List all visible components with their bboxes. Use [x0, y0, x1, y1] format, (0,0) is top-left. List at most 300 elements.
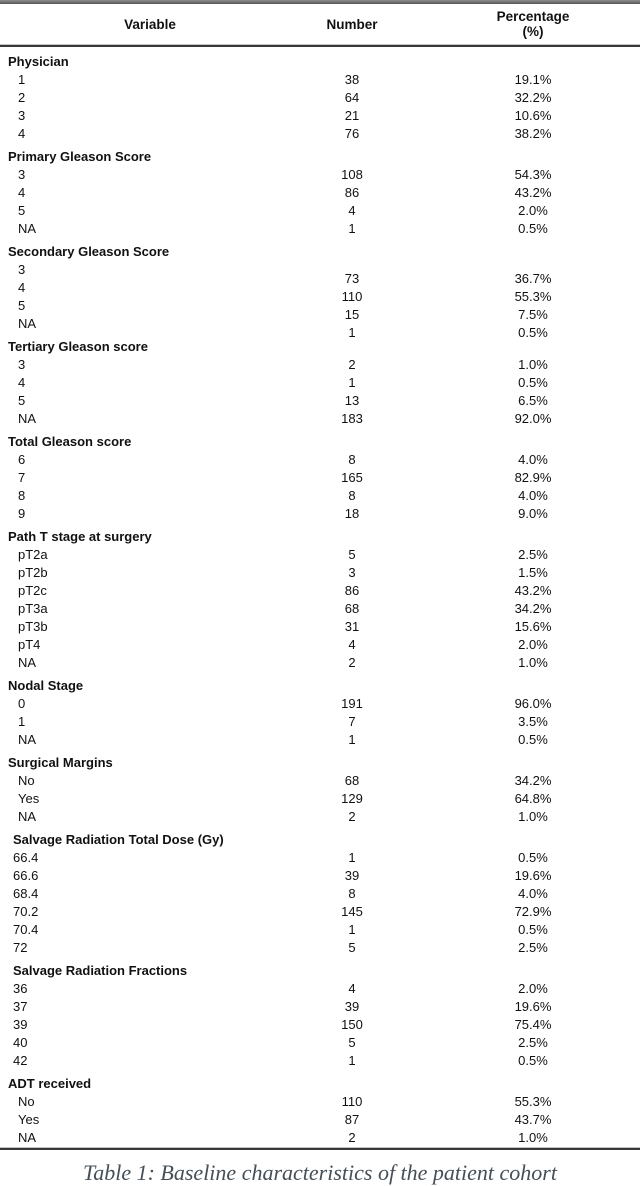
row-spacer	[404, 392, 433, 410]
row-label: 0	[18, 696, 26, 711]
row-spacer	[404, 921, 433, 939]
row-spacer	[404, 89, 433, 107]
row-percent: 55.3%	[514, 289, 552, 304]
row-spacer	[404, 148, 433, 166]
row-percent: 2.5%	[518, 547, 548, 562]
section-title: Salvage Radiation Fractions	[13, 963, 188, 978]
row-label: 40	[13, 1035, 28, 1050]
row-spacer	[404, 202, 433, 220]
row-label: 3	[18, 262, 26, 277]
row-spacer	[404, 677, 433, 695]
column-header-variable: Variable	[124, 16, 176, 32]
row-spacer	[404, 939, 433, 957]
row-spacer	[404, 831, 433, 849]
table-row	[0, 71, 640, 89]
row-label: 8	[18, 488, 26, 503]
row-label: pT2c	[18, 583, 47, 598]
row-label: No	[18, 773, 35, 788]
table-section	[0, 338, 640, 428]
row-percent	[433, 252, 633, 270]
row-number: 4	[348, 637, 356, 652]
table-row	[0, 469, 640, 487]
row-spacer	[404, 261, 433, 279]
row-percent: 0.5%	[518, 221, 548, 236]
row-spacer	[404, 808, 433, 826]
table-row	[0, 184, 640, 202]
row-spacer	[404, 220, 433, 238]
row-spacer	[404, 1129, 433, 1147]
row-percent	[433, 677, 633, 695]
section-header-row	[0, 962, 640, 980]
row-spacer	[404, 998, 433, 1016]
table-row	[0, 202, 640, 220]
row-percent: 75.4%	[514, 1017, 552, 1032]
row-percent: 1.0%	[518, 809, 548, 824]
row-number: 86	[344, 185, 360, 200]
row-label: 70.2	[13, 904, 39, 919]
row-number	[300, 754, 404, 772]
table-section	[0, 243, 640, 340]
row-spacer	[404, 184, 433, 202]
row-percent: 10.6%	[514, 108, 552, 123]
row-percent: 2.0%	[518, 203, 548, 218]
table-row	[0, 1093, 640, 1111]
row-label: 6	[18, 452, 26, 467]
row-percent	[433, 1075, 633, 1093]
table-row	[0, 582, 640, 600]
section-header-row	[0, 148, 640, 166]
row-label: pT2a	[18, 547, 48, 562]
row-spacer	[404, 107, 433, 125]
row-number: 21	[344, 108, 360, 123]
table-row	[0, 903, 640, 921]
row-label: 2	[18, 90, 26, 105]
row-spacer	[404, 451, 433, 469]
table-row	[0, 921, 640, 939]
row-spacer	[404, 1093, 433, 1111]
row-spacer	[404, 546, 433, 564]
table-row	[0, 546, 640, 564]
row-number	[300, 433, 404, 451]
row-label: 4	[18, 185, 26, 200]
row-number: 1	[348, 732, 356, 747]
section-header-row	[0, 433, 640, 451]
row-label: NA	[18, 411, 37, 426]
row-number: 1	[348, 850, 356, 865]
row-percent: 43.2%	[514, 185, 552, 200]
row-number: 1	[348, 221, 356, 236]
row-label: 4	[18, 375, 26, 390]
row-number: 5	[348, 547, 356, 562]
row-spacer	[404, 315, 433, 333]
table-row	[0, 867, 640, 885]
row-percent: 0.5%	[518, 375, 548, 390]
row-percent: 0.5%	[518, 1053, 548, 1068]
row-spacer	[404, 980, 433, 998]
row-number: 110	[341, 1094, 363, 1109]
row-percent: 15.6%	[514, 619, 552, 634]
row-label: 68.4	[13, 886, 39, 901]
row-label: 5	[18, 203, 26, 218]
column-header-percentage	[433, 9, 633, 39]
table-row	[0, 166, 640, 184]
table-row	[0, 451, 640, 469]
column-header-number: Number	[326, 16, 378, 32]
table-row	[0, 998, 640, 1016]
row-number: 108	[341, 167, 363, 182]
row-number: 2	[348, 1130, 356, 1145]
table-row	[0, 808, 640, 826]
row-number: 76	[344, 126, 360, 141]
row-spacer	[404, 166, 433, 184]
row-percent: 2.0%	[518, 981, 548, 996]
row-percent	[433, 433, 633, 451]
row-number: 15	[344, 307, 360, 322]
table-row	[0, 1129, 640, 1147]
row-label: NA	[18, 1130, 37, 1145]
row-spacer	[404, 772, 433, 790]
section-header-row	[0, 1075, 640, 1093]
table-row	[0, 731, 640, 749]
table-row	[0, 487, 640, 505]
section-header-row	[0, 53, 640, 71]
table-row	[0, 654, 640, 672]
table-row	[0, 939, 640, 957]
row-percent: 1.0%	[518, 1130, 548, 1145]
table-section	[0, 528, 640, 672]
row-label: 5	[18, 298, 26, 313]
row-number: 129	[341, 791, 363, 806]
row-percent: 4.0%	[518, 886, 548, 901]
row-percent: 1.0%	[518, 357, 548, 372]
row-label: NA	[18, 316, 37, 331]
row-number: 3	[348, 565, 356, 580]
row-percent: 72.9%	[514, 904, 552, 919]
table-row	[0, 885, 640, 903]
row-number: 39	[344, 868, 360, 883]
row-number	[300, 962, 404, 980]
row-label: 42	[13, 1053, 28, 1068]
row-label: 5	[18, 393, 26, 408]
section-title: Surgical Margins	[8, 755, 113, 770]
table-section	[0, 53, 640, 143]
row-label: 3	[18, 167, 26, 182]
row-number: 2	[348, 357, 356, 372]
row-number: 68	[344, 601, 360, 616]
row-label: NA	[18, 732, 37, 747]
row-number: 8	[348, 452, 356, 467]
row-percent: 9.0%	[518, 506, 548, 521]
row-label: 3	[18, 108, 26, 123]
column-header-percentage-line2: (%)	[522, 24, 544, 39]
row-spacer	[404, 410, 433, 428]
row-spacer	[404, 849, 433, 867]
table-row	[0, 600, 640, 618]
row-label: NA	[18, 221, 37, 236]
section-title: Total Gleason score	[8, 434, 132, 449]
row-spacer	[404, 695, 433, 713]
row-percent: 2.5%	[518, 1035, 548, 1050]
row-spacer	[404, 1111, 433, 1129]
row-percent: 55.3%	[514, 1094, 552, 1109]
row-number: 1	[348, 325, 356, 340]
row-percent	[433, 962, 633, 980]
table-row	[0, 220, 640, 238]
section-header-row	[0, 243, 640, 261]
row-percent: 36.7%	[514, 271, 552, 286]
row-number: 73	[344, 271, 360, 286]
row-percent: 0.5%	[518, 922, 548, 937]
row-number: 165	[341, 470, 363, 485]
table-row	[0, 392, 640, 410]
section-title: Physician	[8, 54, 69, 69]
section-title: Secondary Gleason Score	[8, 244, 170, 259]
row-number: 1	[348, 375, 356, 390]
row-number: 1	[348, 922, 356, 937]
row-spacer	[404, 487, 433, 505]
row-spacer	[404, 279, 433, 297]
row-percent: 1.5%	[518, 565, 548, 580]
row-number	[300, 528, 404, 546]
row-spacer	[404, 297, 433, 315]
row-spacer	[404, 469, 433, 487]
row-label: 1	[18, 714, 26, 729]
table-row	[0, 636, 640, 654]
row-label: 39	[13, 1017, 28, 1032]
row-number: 110	[341, 289, 363, 304]
table-body	[0, 47, 640, 1147]
row-spacer	[404, 731, 433, 749]
table-section	[0, 831, 640, 957]
row-label: 37	[13, 999, 28, 1014]
row-number: 191	[341, 696, 363, 711]
row-label: pT4	[18, 637, 41, 652]
row-number: 183	[341, 411, 363, 426]
table-row	[0, 618, 640, 636]
row-spacer	[404, 53, 433, 71]
row-spacer	[404, 564, 433, 582]
row-number: 39	[344, 999, 360, 1014]
row-percent: 2.5%	[518, 940, 548, 955]
row-percent: 0.5%	[518, 732, 548, 747]
row-percent: 34.2%	[514, 601, 552, 616]
row-percent: 6.5%	[518, 393, 548, 408]
row-spacer	[404, 1034, 433, 1052]
row-spacer	[404, 1016, 433, 1034]
table-row	[0, 374, 640, 392]
section-title: Salvage Radiation Total Dose (Gy)	[13, 832, 224, 847]
table-row	[0, 980, 640, 998]
row-percent: 0.5%	[518, 850, 548, 865]
row-number	[300, 677, 404, 695]
row-percent: 7.5%	[518, 307, 548, 322]
row-percent: 19.6%	[514, 999, 552, 1014]
row-number: 18	[344, 506, 360, 521]
row-label: 66.4	[13, 850, 39, 865]
row-label: pT3a	[18, 601, 48, 616]
row-percent: 64.8%	[514, 791, 552, 806]
table-row	[0, 1052, 640, 1070]
row-percent: 92.0%	[514, 411, 552, 426]
row-number: 7	[348, 714, 356, 729]
row-number: 4	[348, 981, 356, 996]
row-number: 68	[344, 773, 360, 788]
row-percent: 96.0%	[514, 696, 552, 711]
row-spacer	[404, 962, 433, 980]
row-spacer	[404, 338, 433, 356]
row-number: 8	[348, 886, 356, 901]
row-spacer	[404, 713, 433, 731]
row-label: 1	[18, 72, 26, 87]
row-percent: 19.1%	[514, 72, 552, 87]
section-title: ADT received	[8, 1076, 92, 1091]
row-number: 31	[344, 619, 360, 634]
table-header-row	[0, 4, 640, 44]
row-percent: 4.0%	[518, 452, 548, 467]
row-label: pT3b	[18, 619, 48, 634]
row-percent: 1.0%	[518, 655, 548, 670]
row-percent: 54.3%	[514, 167, 552, 182]
section-header-row	[0, 754, 640, 772]
row-number: 145	[341, 904, 363, 919]
row-percent	[433, 148, 633, 166]
row-label: Yes	[18, 791, 40, 806]
table-section	[0, 148, 640, 238]
row-number: 38	[344, 72, 360, 87]
table-caption: Table 1: Baseline characteristics of the patient cohort	[83, 1160, 557, 1185]
table-row	[0, 505, 640, 523]
table-section	[0, 754, 640, 826]
bottom-rule-dark	[0, 1148, 640, 1150]
row-spacer	[404, 528, 433, 546]
table-row	[0, 772, 640, 790]
row-percent: 2.0%	[518, 637, 548, 652]
row-spacer	[404, 1075, 433, 1093]
row-spacer	[404, 1052, 433, 1070]
row-label: 36	[13, 981, 28, 996]
table-row	[0, 713, 640, 731]
table-section	[0, 1075, 640, 1147]
row-spacer	[404, 867, 433, 885]
row-number	[300, 148, 404, 166]
row-percent: 19.6%	[514, 868, 552, 883]
table-row	[0, 790, 640, 808]
row-number: 5	[348, 940, 356, 955]
row-spacer	[404, 433, 433, 451]
row-label: No	[18, 1094, 35, 1109]
row-spacer	[404, 790, 433, 808]
row-number: 13	[344, 393, 360, 408]
row-spacer	[404, 618, 433, 636]
row-percent: 82.9%	[514, 470, 552, 485]
row-label: 70.4	[13, 922, 39, 937]
row-spacer	[404, 125, 433, 143]
row-percent: 43.7%	[514, 1112, 552, 1127]
row-number: 2	[348, 809, 356, 824]
row-number: 1	[348, 1053, 356, 1068]
table-row	[0, 125, 640, 143]
row-percent: 34.2%	[514, 773, 552, 788]
table-row	[0, 1016, 640, 1034]
row-spacer	[404, 600, 433, 618]
section-title: Nodal Stage	[8, 678, 84, 693]
table-row	[0, 1034, 640, 1052]
table-row	[0, 410, 640, 428]
row-spacer	[404, 243, 433, 261]
row-spacer	[404, 636, 433, 654]
row-percent	[433, 53, 633, 71]
row-label: 7	[18, 470, 26, 485]
row-spacer	[404, 374, 433, 392]
row-spacer	[404, 505, 433, 523]
row-number: 8	[348, 488, 356, 503]
row-label: 9	[18, 506, 26, 521]
table-row	[0, 564, 640, 582]
row-percent: 38.2%	[514, 126, 552, 141]
row-number	[300, 53, 404, 71]
row-label: 4	[18, 126, 26, 141]
section-title: Path T stage at surgery	[8, 529, 152, 544]
row-percent: 0.5%	[518, 325, 548, 340]
table-section	[0, 433, 640, 523]
section-header-row	[0, 677, 640, 695]
row-percent: 43.2%	[514, 583, 552, 598]
row-number: 150	[341, 1017, 363, 1032]
section-title: Tertiary Gleason score	[8, 339, 148, 354]
row-number: 4	[348, 203, 356, 218]
row-spacer	[404, 582, 433, 600]
table-row	[0, 849, 640, 867]
table-row	[0, 695, 640, 713]
row-percent	[433, 754, 633, 772]
table-row	[0, 107, 640, 125]
row-label: 66.6	[13, 868, 39, 883]
row-percent: 4.0%	[518, 488, 548, 503]
table-section	[0, 962, 640, 1070]
row-number: 86	[344, 583, 360, 598]
section-header-row	[0, 831, 640, 849]
row-label: pT2b	[18, 565, 48, 580]
section-title: Primary Gleason Score	[8, 149, 152, 164]
row-spacer	[404, 71, 433, 89]
table-row	[0, 356, 640, 374]
row-number: 64	[344, 90, 360, 105]
table-row	[0, 89, 640, 107]
row-number: 2	[348, 655, 356, 670]
row-number: 5	[348, 1035, 356, 1050]
row-label: NA	[18, 655, 37, 670]
row-percent	[433, 831, 633, 849]
row-percent: 3.5%	[518, 714, 548, 729]
table-section	[0, 677, 640, 749]
row-spacer	[404, 356, 433, 374]
row-label: 3	[18, 357, 26, 372]
row-percent: 32.2%	[514, 90, 552, 105]
table-row	[0, 1111, 640, 1129]
row-spacer	[404, 885, 433, 903]
row-label: Yes	[18, 1112, 40, 1127]
row-label: 4	[18, 280, 26, 295]
row-number	[300, 831, 404, 849]
section-header-row	[0, 528, 640, 546]
row-spacer	[404, 754, 433, 772]
row-number: 87	[344, 1112, 360, 1127]
row-percent	[433, 528, 633, 546]
row-label: NA	[18, 809, 37, 824]
row-spacer	[404, 903, 433, 921]
row-spacer	[404, 654, 433, 672]
row-number	[300, 1075, 404, 1093]
